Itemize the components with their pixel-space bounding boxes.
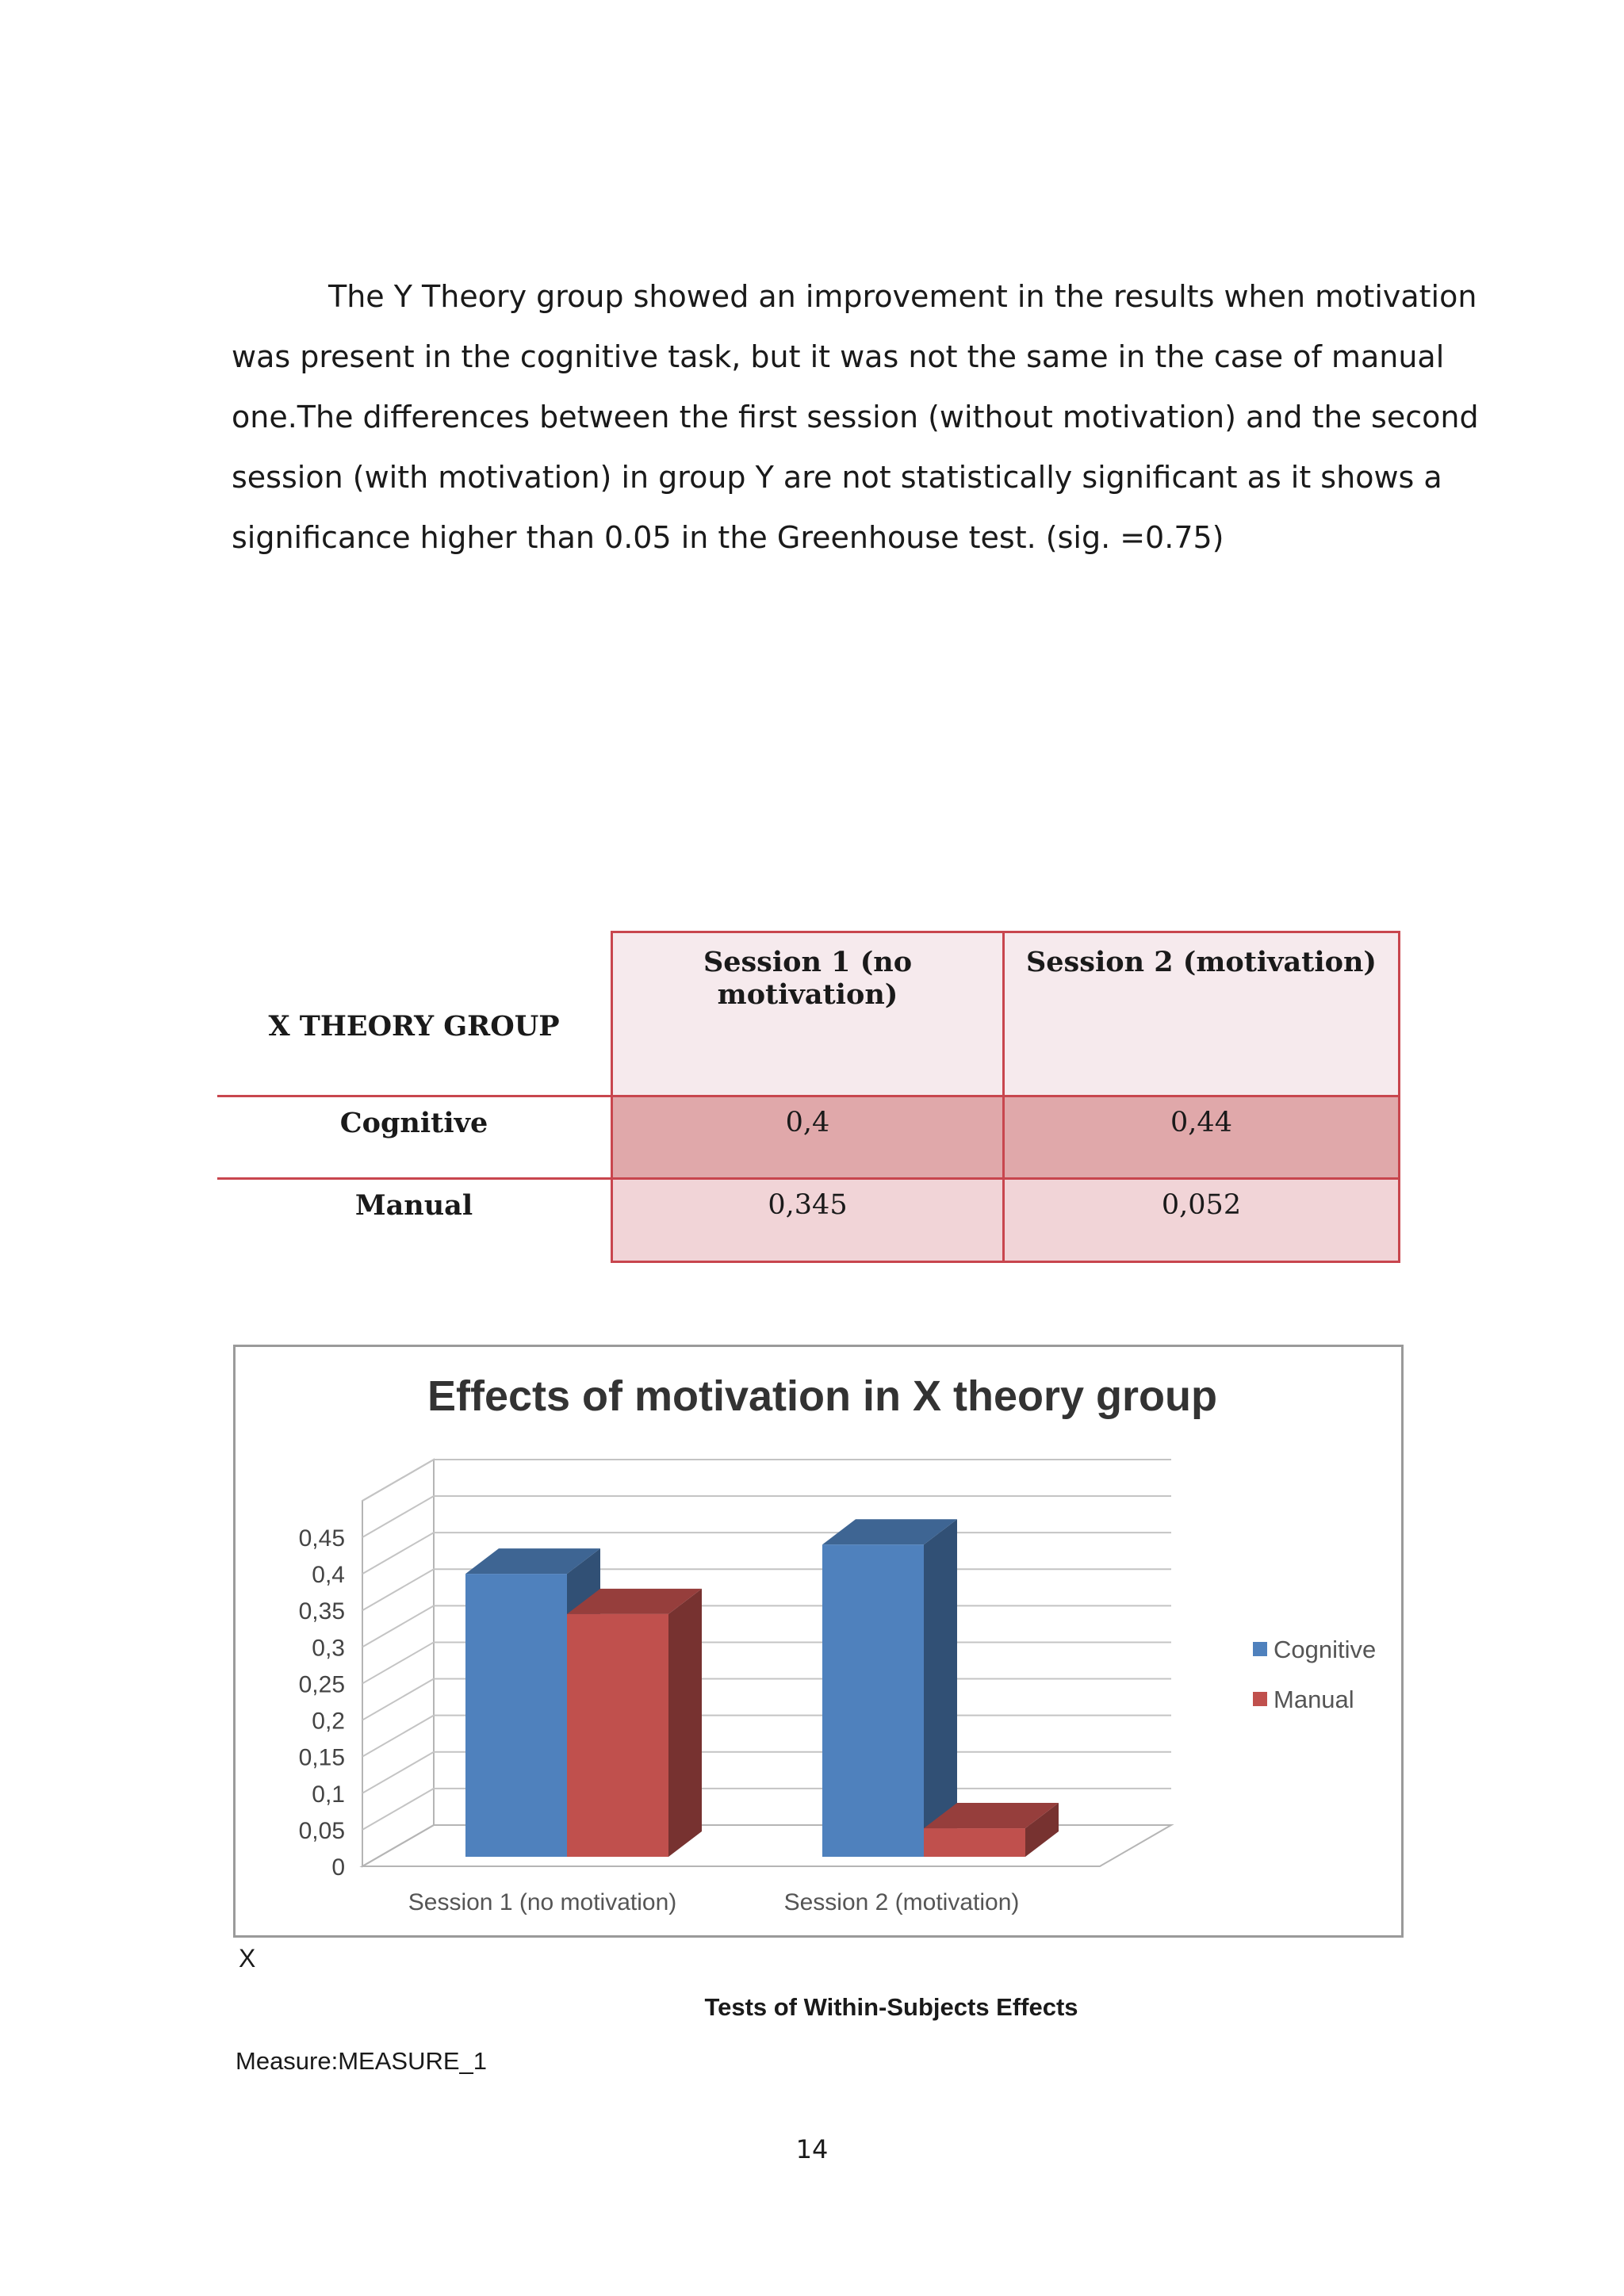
bar-manual-2 <box>924 1828 1025 1857</box>
y-tick-label: 0,05 <box>298 1817 345 1844</box>
legend-swatch-cognitive <box>1253 1642 1267 1656</box>
gridline <box>362 1496 1171 1537</box>
measure-label: Measure:MEASURE_1 <box>236 2047 488 2075</box>
x-category-label: Session 2 (motivation) <box>783 1889 1020 1915</box>
gridline <box>362 1460 1171 1501</box>
paragraph-line: significance higher than 0.05 in the Greenhouse test. (sig. =0.75) <box>232 520 1224 555</box>
body-paragraph <box>232 266 1479 568</box>
bar-cognitive-2 <box>822 1544 924 1857</box>
legend-swatch-manual <box>1253 1692 1267 1706</box>
bar-side <box>924 1519 957 1857</box>
table-row-label-cognitive: Cognitive <box>339 1107 488 1139</box>
legend-label-manual: Manual <box>1274 1686 1354 1713</box>
y-tick-label: 0,35 <box>298 1598 345 1625</box>
y-tick-label: 0,1 <box>312 1781 345 1808</box>
legend-label-cognitive: Cognitive <box>1274 1636 1377 1663</box>
paragraph-line: session (with motivation) in group Y are not statistically significant as it shows a <box>232 460 1442 495</box>
paragraph-line: one.The differences between the first session (without motivation) and the second <box>232 400 1479 434</box>
y-tick-label: 0 <box>331 1854 345 1881</box>
chart-title: Effects of motivation in X theory group <box>427 1372 1218 1420</box>
table-cell: 0,345 <box>611 1177 1005 1263</box>
y-tick-label: 0,3 <box>312 1635 345 1662</box>
bar-cognitive-1 <box>465 1574 567 1857</box>
table-caption: Tests of Within-Subjects Effects <box>704 1993 1078 2021</box>
y-tick-label: 0,45 <box>298 1525 345 1552</box>
y-tick-label: 0,25 <box>298 1671 345 1698</box>
table-corner-label: X THEORY GROUP <box>268 1010 560 1043</box>
paragraph-line: was present in the cognitive task, but it was not the same in the case of manual <box>232 339 1445 374</box>
paragraph-line: The Y Theory group showed an improvement in the results when motivation <box>328 279 1477 314</box>
x-mark: X <box>239 1944 256 1973</box>
table-cell: 0,4 <box>611 1095 1005 1180</box>
bar-chart <box>236 1347 1401 1935</box>
table-row-label-manual: Manual <box>354 1189 473 1222</box>
page-number: 14 <box>795 2134 829 2164</box>
table-cell: 0,44 <box>1002 1095 1400 1180</box>
y-tick-label: 0,15 <box>298 1744 345 1771</box>
table-cell: 0,052 <box>1002 1177 1400 1263</box>
chart-frame <box>233 1345 1404 1938</box>
table-header-session2: Session 2 (motivation) <box>1002 931 1400 1097</box>
bar-side <box>668 1589 702 1857</box>
y-tick-label: 0,2 <box>312 1708 345 1735</box>
y-tick-label: 0,4 <box>312 1562 345 1589</box>
table-header-session1: Session 1 (no motivation) <box>611 931 1005 1097</box>
bar-manual-1 <box>567 1614 668 1857</box>
x-category-label: Session 1 (no motivation) <box>408 1889 677 1915</box>
